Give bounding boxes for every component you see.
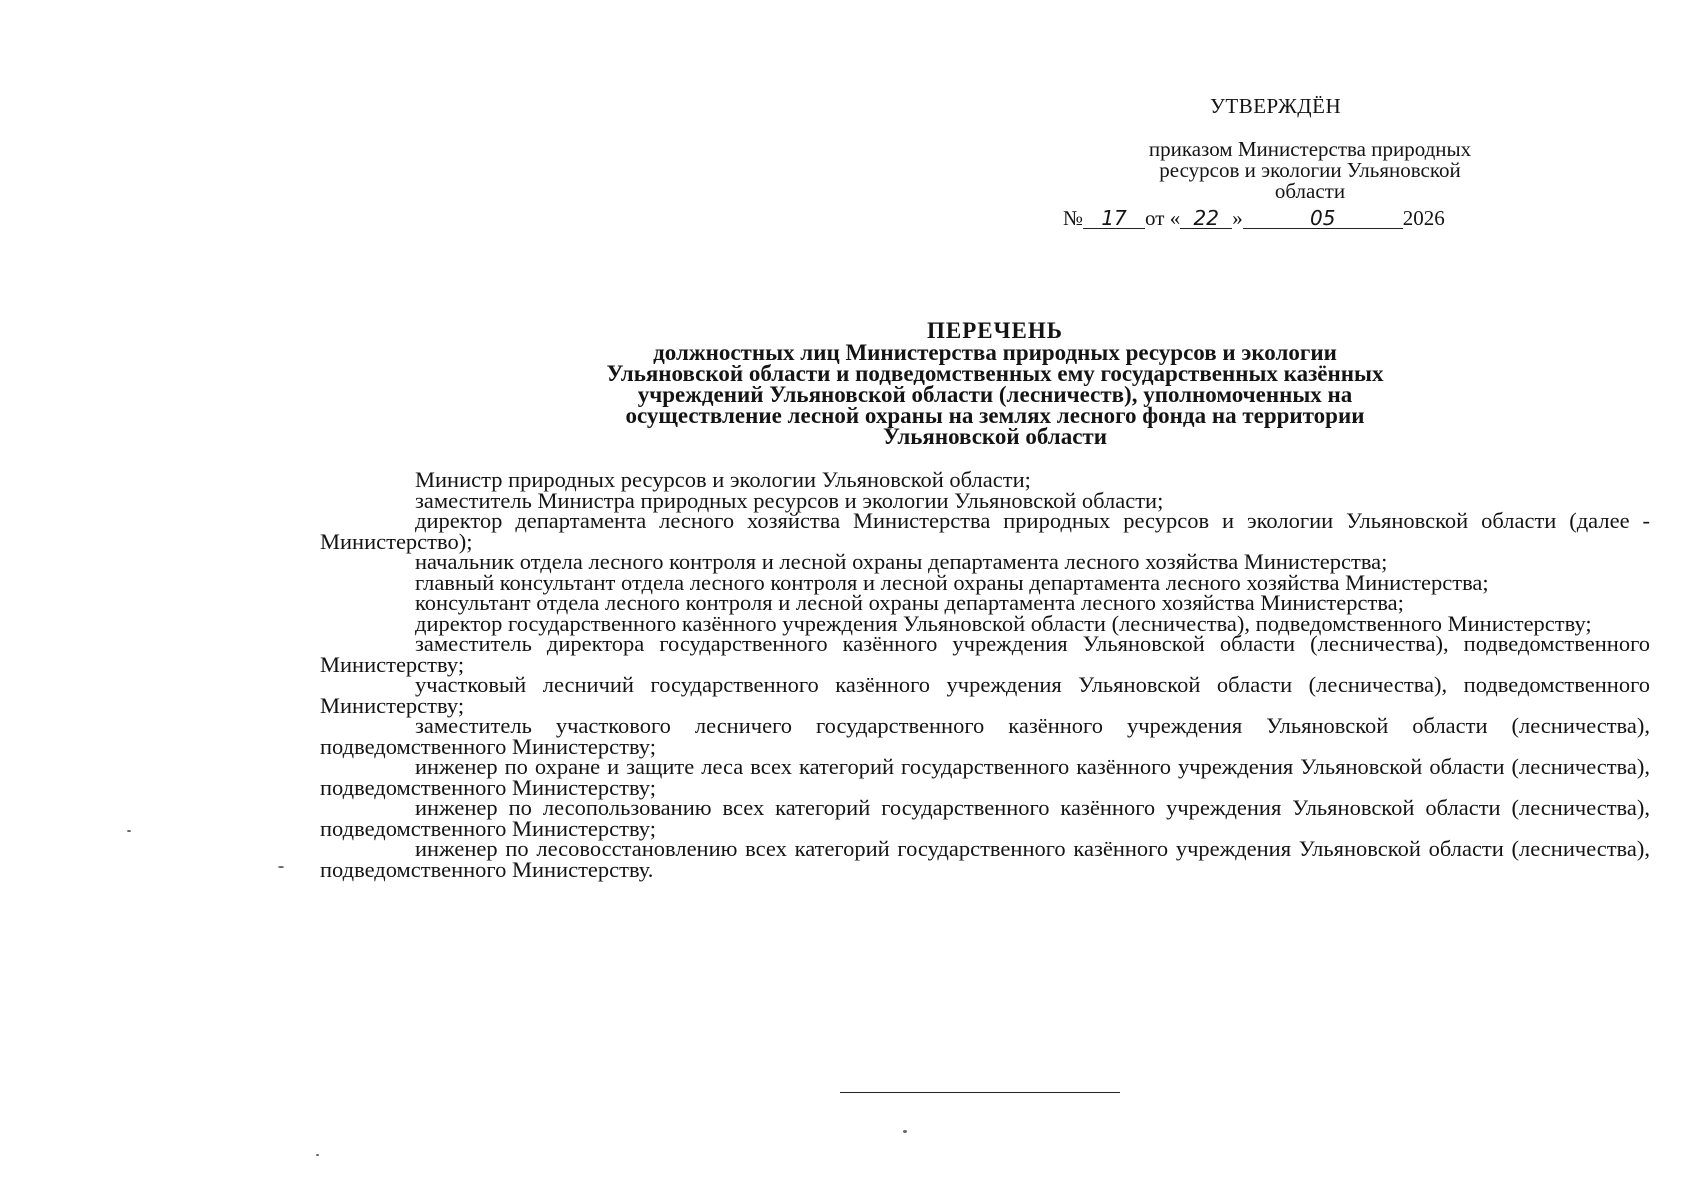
document-subtitle-line-1: должностных лиц Министерства природных ресурсов и экологии (653, 340, 1337, 365)
approval-line-3: области (1274, 179, 1346, 203)
list-item: начальник отдела лесного контроля и лесной охраны департамента лесного хозяйства Министерства; (415, 549, 1388, 574)
order-day-close: » (1232, 206, 1243, 230)
list-item: заместитель участкового лесничего государственного казённого учреждения Ульяновской области (лесничества), подведомственного Министерству; (320, 713, 1650, 759)
document-heading: ПЕРЕЧЕНЬ (927, 318, 1063, 343)
scan-speck (127, 830, 131, 832)
end-rule (840, 1092, 1120, 1093)
order-year: 2026 (1402, 206, 1445, 230)
scan-speck (903, 1130, 907, 1133)
document-subtitle-line-4: осуществление лесной охраны на землях лесного фонда на территории (625, 403, 1365, 428)
approval-block (1010, 96, 1610, 202)
document-subtitle-line-5: Ульяновской области (883, 424, 1107, 449)
list-item: участковый лесничий государственного казённого учреждения Ульяновской области (лесничества), подведомственного Министерству; (320, 672, 1650, 718)
list-item: заместитель Министра природных ресурсов и экологии Ульяновской области; (415, 487, 1164, 513)
order-number-line (1063, 206, 1445, 231)
list-item: инженер по лесопользованию всех категорий государственного казённого учреждения Ульяновской области (лесничества), подведомственного Министерству; (320, 795, 1650, 841)
document-title-block (330, 320, 1660, 447)
scan-speck (278, 866, 284, 868)
document-subtitle-line-3: учреждений Ульяновской области (лесничеств), уполномоченных на (637, 382, 1353, 407)
approval-line-2: ресурсов и экологии Ульяновской (1159, 158, 1461, 182)
officials-list (320, 467, 1650, 882)
list-item: инженер по охране и защите леса всех категорий государственного казённого учреждения Ульяновской области (лесничества), подведомственного Министерству; (320, 754, 1650, 800)
list-item: директор департамента лесного хозяйства Министерства природных ресурсов и экологии Ульяновской области (далее - Министерство); (320, 508, 1650, 554)
list-item: главный консультант отдела лесного контроля и лесной охраны департамента лесного хозяйства Министерства; (415, 569, 1489, 595)
number-sign: № (1063, 206, 1084, 230)
list-item: инженер по лесовосстановлению всех категорий государственного казённого учреждения Ульяновской области (лесничества), подведомственного Министерству. (320, 836, 1650, 882)
order-number: 17 (1083, 208, 1145, 229)
order-from-label: от « (1145, 206, 1181, 230)
scan-speck (316, 1154, 319, 1156)
approval-line-1: приказом Министерства природных (1148, 137, 1472, 161)
list-item: директор государственного казённого учреждения Ульяновской области (лесничества), подведомственного Министерству; (415, 610, 1592, 636)
order-month: 05 (1243, 208, 1403, 229)
approval-title: УТВЕРЖДЁН (1210, 94, 1342, 118)
list-item: консультант отдела лесного контроля и лесной охраны департамента лесного хозяйства Министерства; (415, 590, 1404, 615)
list-item: Министр природных ресурсов и экологии Ульяновской области; (415, 467, 1031, 492)
list-item: заместитель директора государственного казённого учреждения Ульяновской области (лесничества), подведомственного Министерству; (320, 631, 1650, 677)
document-subtitle-line-2: Ульяновской области и подведомственных ему государственных казённых (606, 361, 1384, 386)
order-day: 22 (1180, 208, 1232, 229)
